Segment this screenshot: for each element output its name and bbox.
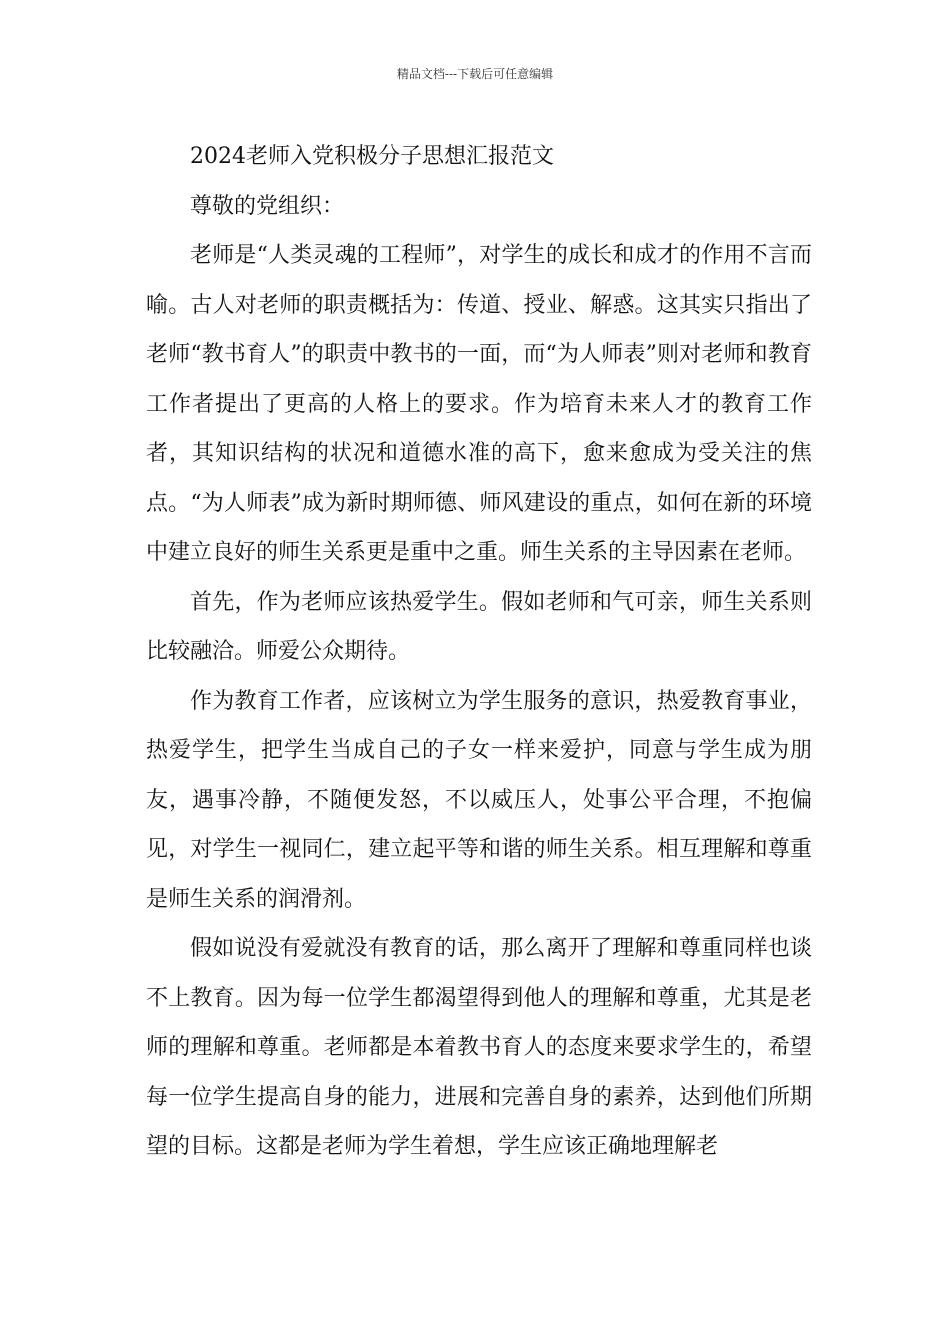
document-body <box>146 132 812 1172</box>
paragraph-3: 作为教育工作者，应该树立为学生服务的意识，热爱教育事业，热爱学生，把学生当成自己的子女一样来爱护，同意与学生成为朋友，遇事冷静，不随便发怒，不以威压人，处事公平合理，不抱偏见，对学生一视同仁，建立起平等和谐的师生关系。相互理解和尊重是师生关系的润滑剂。 <box>146 688 812 912</box>
paragraph-4: 假如说没有爱就没有教育的话，那么离开了理解和尊重同样也谈不上教育。因为每一位学生都渴望得到他人的理解和尊重，尤其是老师的理解和尊重。老师都是本着教书育人的态度来要求学生的，希望每一位学生提高自身的能力，进展和完善自身的素养，达到他们所期望的目标。这都是老师为学生着想，学生应该正确地理解老 <box>146 936 812 1159</box>
paragraph-2: 首先，作为老师应该热爱学生。假如老师和气可亲，师生关系则比较融洽。师爱公众期待。 <box>146 589 812 664</box>
salutation: 尊敬的党组织： <box>190 193 345 219</box>
paragraph-1: 老师是“人类灵魂的工程师”，对学生的成长和成才的作用不言而喻。古人对老师的职责概括为：传道、授业、解惑。这其实只指出了老师“教书育人”的职责中教书的一面，而“为人师表”则对老师和教育工作者提出了更高的人格上的要求。作为培育未来人才的教育工作者，其知识结构的状况和道德水准的高下，愈来愈成为受关注的焦点。“为人师表”成为新时期师德、师风建设的重点，如何在新的环境中建立良好的师生关系更是重中之重。师生关系的主导因素在老师。 <box>146 243 812 565</box>
document-title: 2024老师入党积极分子思想汇报范文 <box>190 144 554 169</box>
page-header-watermark: 精品文档---下载后可任意编辑 <box>396 67 554 81</box>
